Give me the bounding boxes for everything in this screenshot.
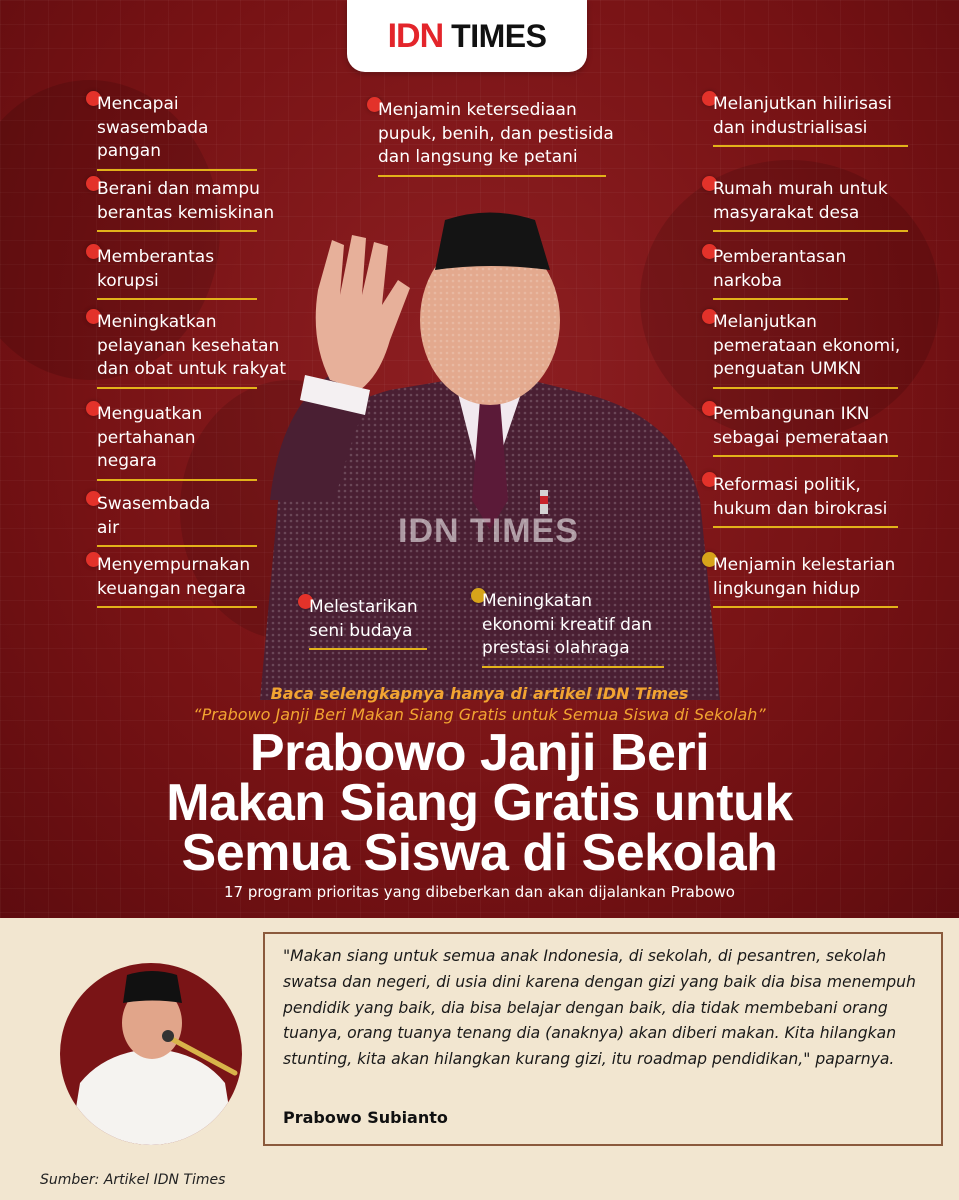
underline [97, 169, 257, 171]
program-item [97, 246, 257, 300]
peci-cap [435, 213, 550, 271]
program-label: Melestarikan seni budaya [309, 597, 418, 641]
program-item [713, 246, 848, 300]
program-label: Pemberantasan narkoba [713, 247, 847, 291]
underline [97, 298, 257, 300]
underline [378, 175, 606, 177]
source-credit: Sumber: Artikel IDN Times [40, 1172, 226, 1188]
program-item [97, 403, 257, 481]
underline [713, 606, 898, 608]
program-item [713, 311, 900, 389]
headline-line-2: Makan Siang Gratis untuk [166, 774, 793, 832]
program-item [378, 99, 614, 177]
program-label: Meningkatkan pelayanan kesehatan dan obat untuk rakyat [97, 312, 287, 379]
underline [309, 648, 427, 650]
program-label: Meningkatan ekonomi kreatif dan prestasi olahraga [482, 591, 653, 658]
program-item [482, 590, 664, 668]
program-label: Berani dan mampu berantas kemiskinan [97, 179, 275, 223]
quote-author: Prabowo Subianto [283, 1108, 448, 1127]
underline [713, 145, 908, 147]
quote-text: "Makan siang untuk semua anak Indonesia, di sekolah, di pesantren, sekolah swatsa dan negeri, di usia dini karena dengan gizi yang baik dia bisa menempuh pendidik yang baik, dia bisa belajar dengan baik, dia tidak membebani orang tuanya, orang tuanya tenang dia (anaknya) akan diberi makan. Kita hilangkan stunting, kita akan hilangkan kurang gizi, itu roadmap pendidikan," paparnya. [283, 947, 916, 1069]
watermark: IDN TIMES [398, 512, 579, 550]
program-item [713, 474, 898, 528]
program-item [713, 178, 908, 232]
program-item [713, 93, 908, 147]
underline [97, 387, 257, 389]
underline [713, 298, 848, 300]
program-item [97, 93, 257, 171]
program-item [97, 554, 257, 608]
waving-hand [316, 235, 410, 390]
program-label: Menjamin kelestarian lingkungan hidup [713, 555, 896, 599]
headline-line-3: Semua Siswa di Sekolah [181, 824, 778, 882]
underline [482, 666, 664, 668]
underline [713, 455, 898, 457]
portrait-illustration [60, 963, 242, 1145]
program-label: Mencapai swasembada pangan [97, 94, 209, 161]
program-label: Pembangunan IKN sebagai pemerataan [713, 404, 889, 448]
program-label: Melanjutkan pemerataan ekonomi, penguatan UMKN [713, 312, 901, 379]
program-item [97, 493, 257, 547]
brand-times: TIMES [451, 17, 547, 54]
brand-logo [347, 0, 587, 72]
underline [97, 230, 257, 232]
subheadline: 17 program prioritas yang dibeberkan dan akan dijalankan Prabowo [224, 883, 735, 901]
underline [97, 479, 257, 481]
program-item [97, 311, 286, 389]
underline [713, 230, 908, 232]
program-item [309, 596, 427, 650]
brand-idn: IDN [387, 16, 444, 55]
underline [713, 526, 898, 528]
program-label: Memberantas korupsi [97, 247, 215, 291]
program-label: Rumah murah untuk masyarakat desa [713, 179, 888, 223]
page-title [0, 724, 959, 882]
underline [713, 387, 898, 389]
program-item [713, 403, 898, 457]
read-more-line: Baca selengkapnya hanya di artikel IDN Times [270, 684, 689, 703]
avatar [60, 963, 242, 1145]
headline-line-1: Prabowo Janji Beri [249, 724, 710, 782]
underline [97, 545, 257, 547]
program-label: Menjamin ketersediaan pupuk, benih, dan pestisida dan langsung ke petani [378, 100, 614, 167]
program-item [713, 554, 898, 608]
program-label: Melanjutkan hilirisasi dan industrialisasi [713, 94, 892, 138]
program-item [97, 178, 274, 232]
program-label: Menyempurnakan keuangan negara [97, 555, 251, 599]
program-label: Swasembada air [97, 494, 211, 538]
program-label: Reformasi politik, hukum dan birokrasi [713, 475, 888, 519]
underline [97, 606, 257, 608]
program-label: Menguatkan pertahanan negara [97, 404, 203, 471]
article-title-line: “Prabowo Janji Beri Makan Siang Gratis untuk Semua Siswa di Sekolah” [193, 705, 766, 724]
